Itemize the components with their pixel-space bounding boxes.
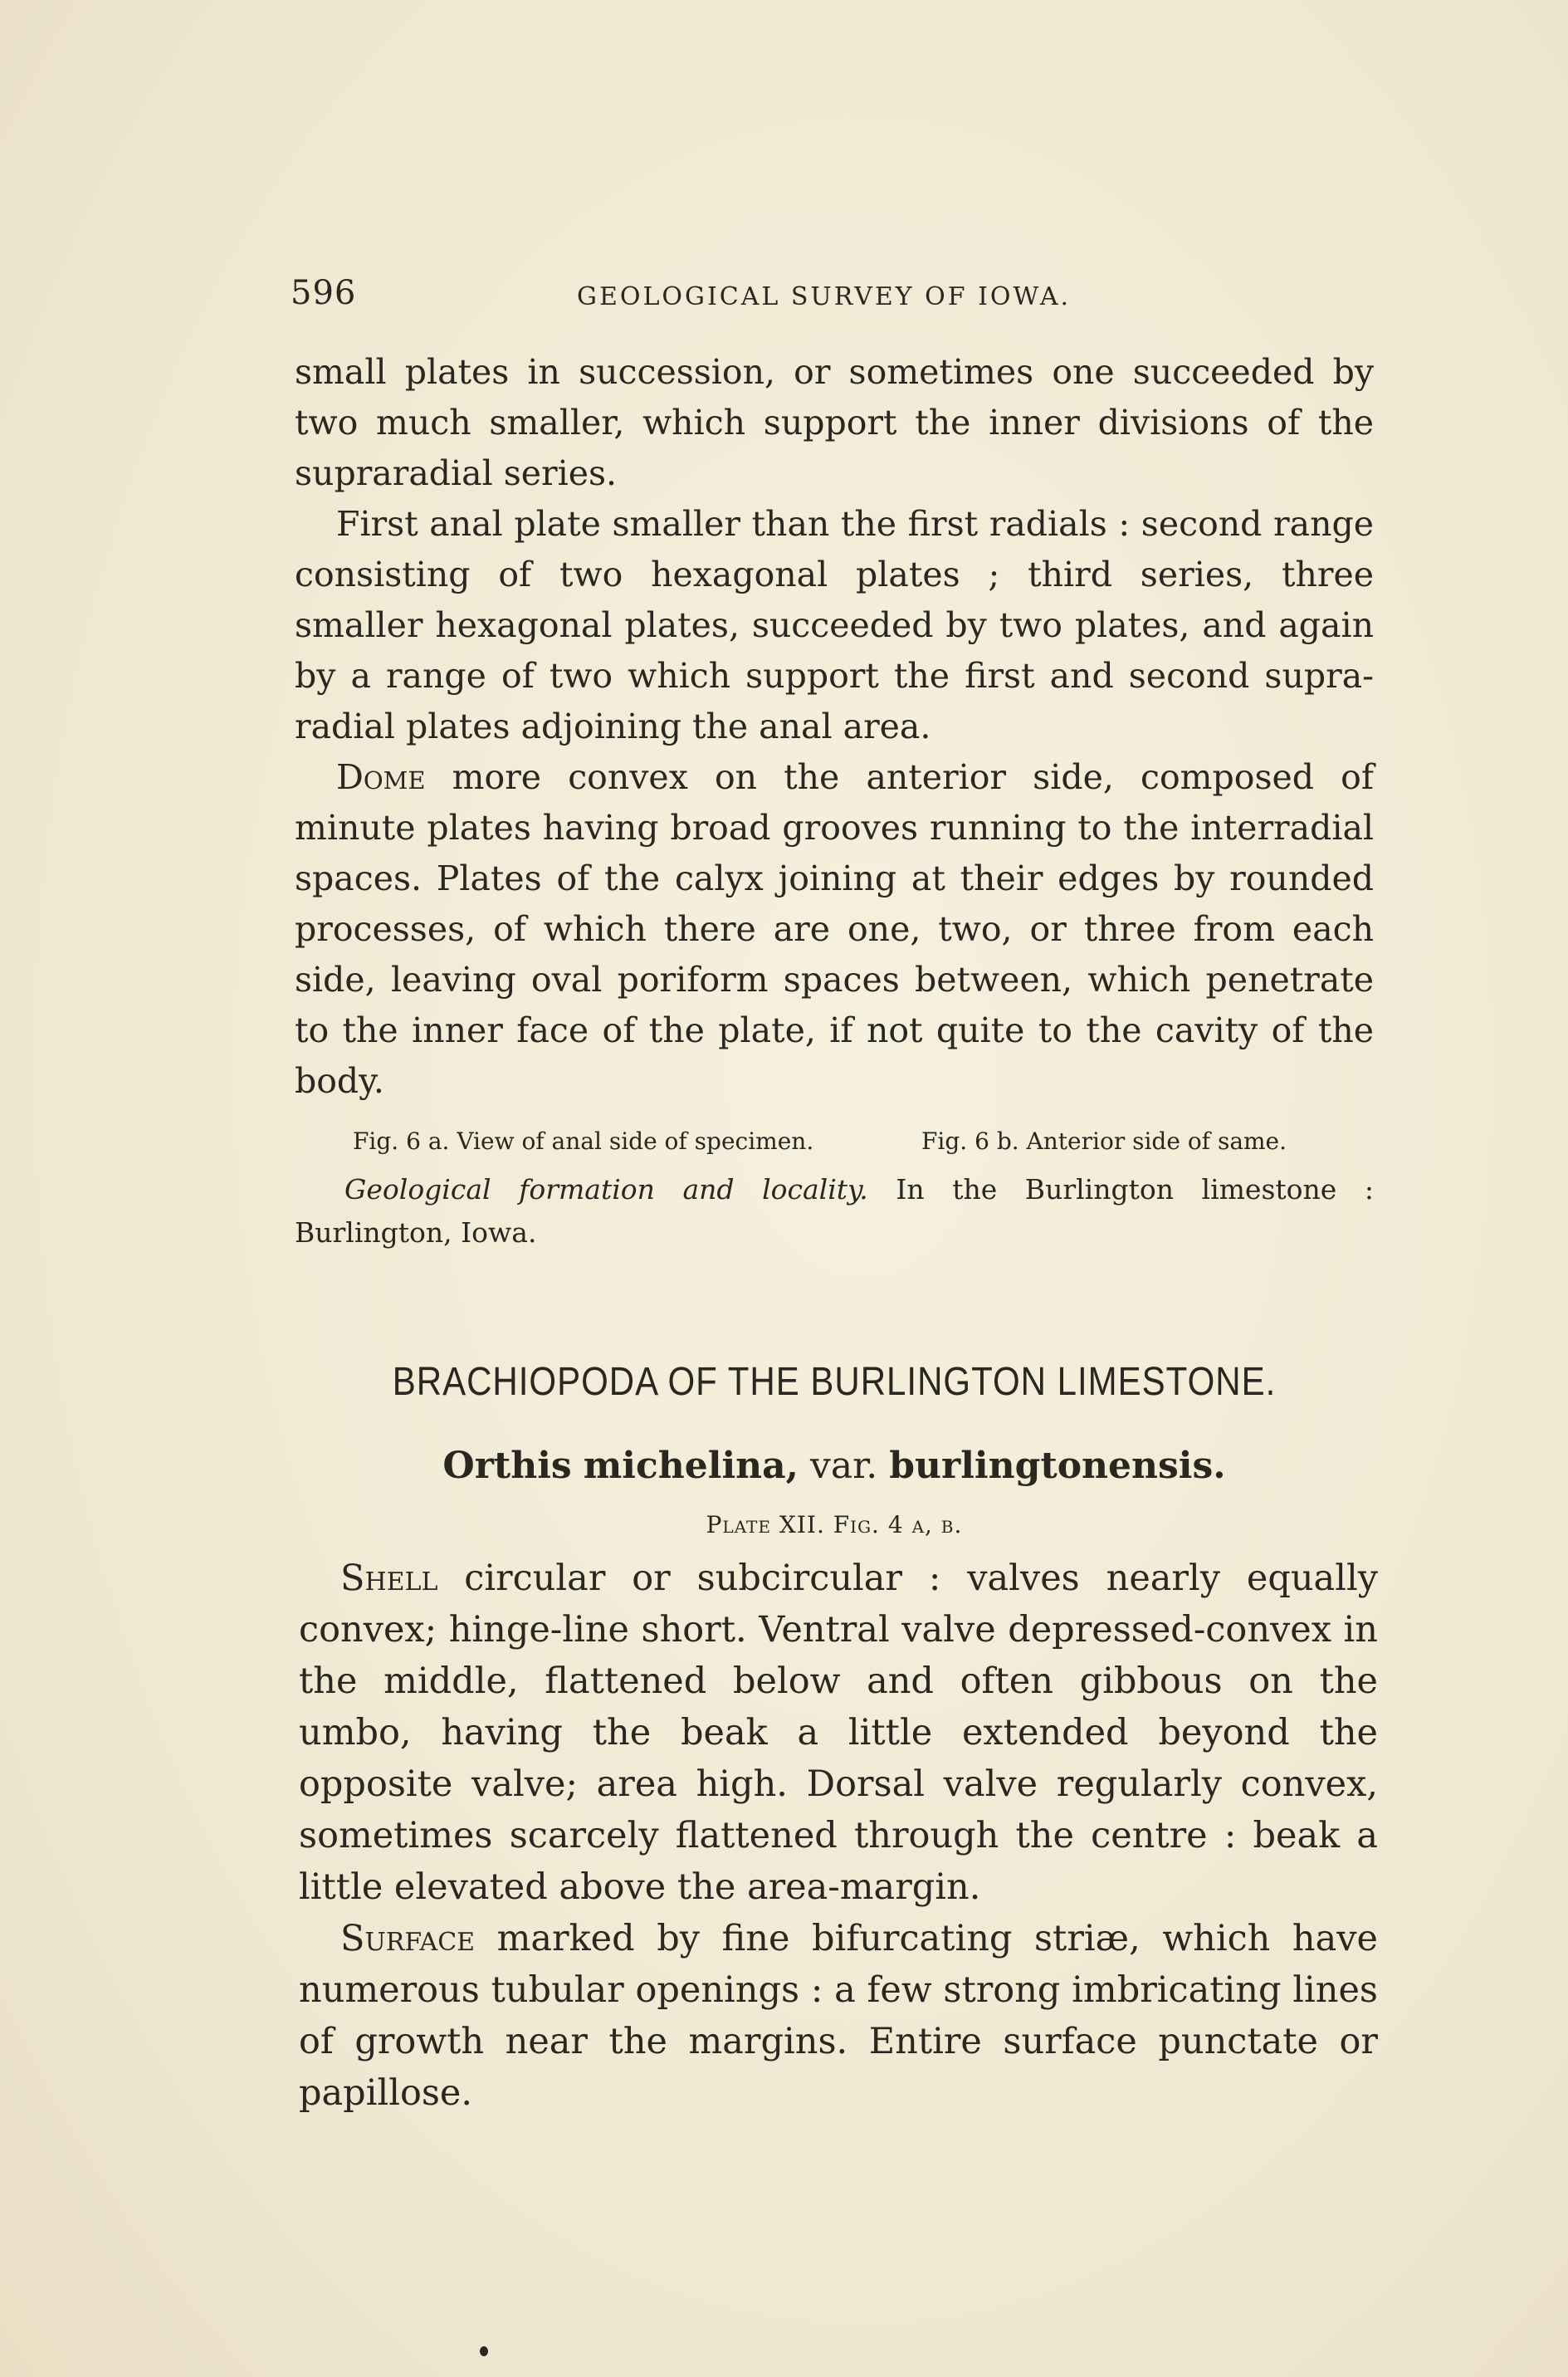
shell-lead: Shell [340,1558,438,1599]
formation-text: In the Burlington limestone : Burlington, Iowa. [295,1173,1374,1249]
species-genus: Orthis [442,1445,572,1487]
page-number: 596 [291,274,357,312]
species-description [299,1553,1378,2119]
formation-locality [295,1168,1374,1255]
surface-text: marked by fine bifurcating striæ, which have numerous tubular openings : a few strong imbricating lines of growth near the margins. Entire surface punctate or papillose. [299,1918,1378,2114]
figure-caption-b: Fig. 6 b. Anterior side of same. [921,1127,1287,1155]
species-title [295,1445,1374,1487]
species-epithet: michelina, [583,1445,799,1487]
figure-captions [353,1123,1374,1160]
paragraph-anal-plate: First anal plate smaller than the first radials : second range consisting of two hexagonal plates ; third series, three smaller hexagonal plates, succeeded by two plates, and again by a range of two which support the first and second supra-radial plates adjoining the anal area. [295,504,1374,746]
species-variety: burlingtonensis. [889,1445,1226,1487]
paragraph-surface [299,1913,1378,2119]
continuation-text [295,347,1374,1255]
shell-text: circular or subcircular : valves nearly equally convex; hinge-line short. Ventral valve depressed-convex in the middle, flattened below and often gibbous on the umbo, having the beak a little extended beyond the opposite valve; area high. Dorsal valve regularly convex, sometimes scarcely flattened through the centre : beak a little elevated above the area-margin. [299,1558,1378,1908]
section-heading: BRACHIOPODA OF THE BURLINGTON LIMESTONE. [392,1358,1277,1404]
dome-text: more convex on the anterior side, composed of minute plates having broad grooves running to the interradial spaces. Plates of the calyx joining at their edges by rounded processes, of which there are one, two, or three from each side, leaving oval poriform spaces between, which penetrate to the inner face of the plate, if not quite to the cavity of the body. [295,757,1374,1101]
formation-label: Geological formation and locality. [344,1173,868,1206]
plate-reference: Plate XII. Fig. 4 a, b. [706,1511,963,1538]
ink-dot [480,2346,488,2356]
surface-lead: Surface [340,1918,476,1959]
paragraph-supraradial: small plates in succession, or sometimes one succeeded by two much smaller, which support the inner divisions of the supraradial series. [295,352,1374,493]
page-header [291,274,1370,324]
figure-caption-a: Fig. 6 a. View of anal side of specimen. [353,1127,814,1155]
paragraph-shell [299,1553,1378,1913]
running-head: GEOLOGICAL SURVEY OF IOWA. [577,282,1072,311]
species-var: var. [809,1445,878,1487]
paragraph-dome [295,752,1374,1107]
dome-lead: Dome [336,757,426,797]
